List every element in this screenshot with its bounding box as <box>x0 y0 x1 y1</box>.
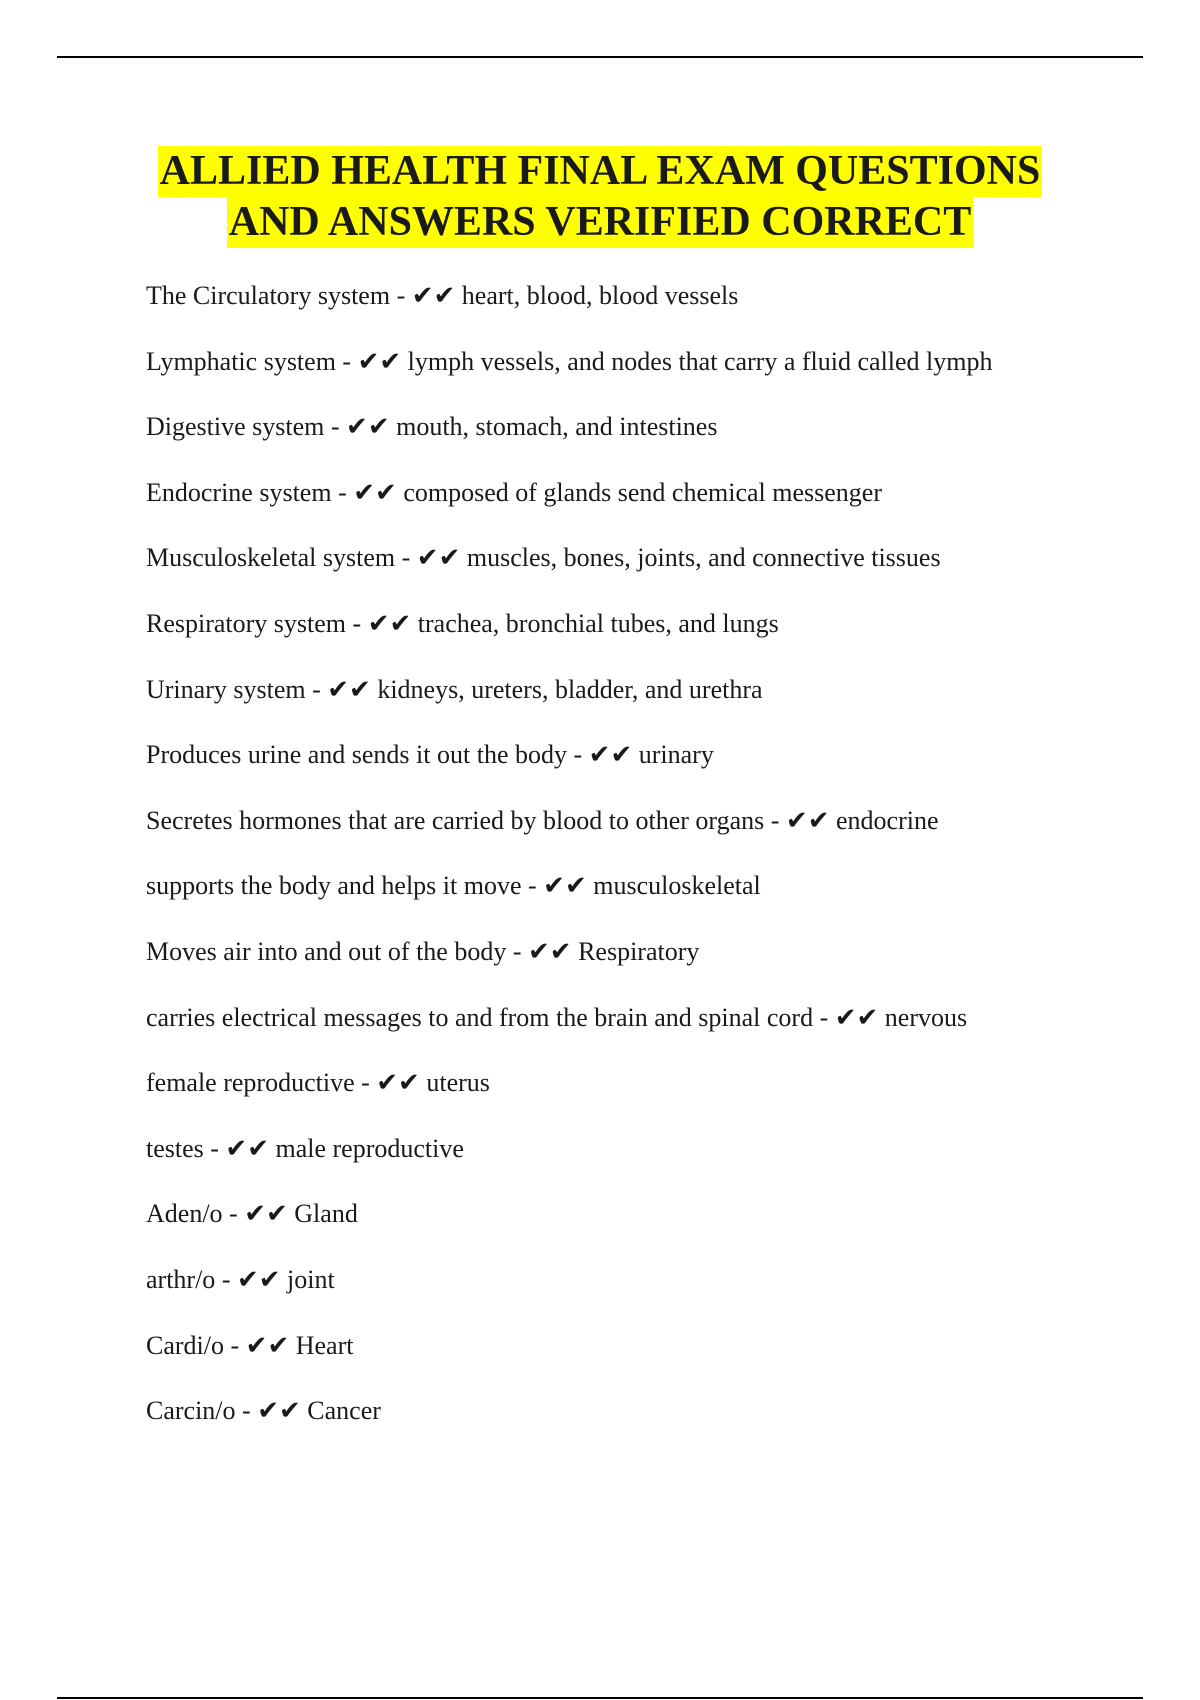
qa-term: Respiratory system <box>146 608 347 638</box>
double-check-icon: - ✔✔ <box>764 805 836 835</box>
double-check-icon: - ✔✔ <box>395 543 467 573</box>
qa-term: Secretes hormones that are carried by blood to other organs <box>146 805 765 835</box>
double-check-icon: - ✔✔ <box>354 1068 427 1098</box>
qa-term: Moves air into and out of the body <box>146 936 507 966</box>
qa-answer: trachea, bronchial tubes, and lungs <box>417 608 779 638</box>
double-check-icon: - ✔✔ <box>305 674 378 704</box>
qa-answer: male reproductive <box>275 1133 464 1163</box>
double-check-icon: - ✔✔ <box>222 1199 295 1229</box>
double-check-icon: - ✔✔ <box>521 871 594 901</box>
qa-answer: lymph vessels, and nodes that carry a fluid called lymph <box>407 346 993 376</box>
qa-answer: mouth, stomach, and intestines <box>396 412 718 442</box>
qa-answer: nervous <box>884 1002 968 1032</box>
qa-term: arthr/o <box>146 1264 216 1294</box>
qa-term: Carcin/o <box>146 1396 236 1426</box>
qa-answer: musculoskeletal <box>593 871 761 901</box>
qa-item <box>146 598 1146 664</box>
double-check-icon: - ✔✔ <box>346 608 418 638</box>
double-check-icon: - ✔✔ <box>506 936 579 966</box>
qa-term: Cardi/o <box>146 1330 224 1360</box>
double-check-icon: - ✔✔ <box>224 1330 296 1360</box>
double-check-icon: - ✔✔ <box>813 1002 885 1032</box>
document-title <box>100 146 1100 248</box>
qa-answer: heart, blood, blood vessels <box>461 281 739 310</box>
title-line-1: ALLIED HEALTH FINAL EXAM QUESTIONS <box>158 146 1043 197</box>
qa-item <box>146 270 1146 336</box>
double-check-icon: - ✔✔ <box>331 477 404 507</box>
qa-term: carries electrical messages to and from the brain and spinal cord <box>146 1002 814 1032</box>
qa-answer: joint <box>287 1264 335 1294</box>
qa-term: Endocrine system <box>146 477 332 507</box>
qa-answer: Cancer <box>307 1396 381 1426</box>
title-line-2: AND ANSWERS VERIFIED CORRECT <box>227 197 974 248</box>
qa-answer: muscles, bones, joints, and connective tissues <box>466 543 941 573</box>
qa-item <box>146 1385 1146 1451</box>
qa-term: testes <box>146 1133 204 1163</box>
qa-item <box>146 992 1146 1058</box>
qa-list <box>146 270 1146 1451</box>
qa-item <box>146 664 1146 730</box>
qa-item <box>146 926 1146 992</box>
double-check-icon: - ✔✔ <box>203 1133 276 1163</box>
qa-term: supports the body and helps it move <box>146 871 522 901</box>
qa-item <box>146 401 1146 467</box>
qa-term: Musculoskeletal system <box>146 543 396 573</box>
qa-term: Lymphatic system <box>146 346 336 376</box>
qa-term: Digestive system <box>146 412 325 442</box>
qa-item <box>146 1057 1146 1123</box>
bottom-rule <box>57 1697 1143 1699</box>
qa-term: female reproductive <box>146 1068 355 1098</box>
double-check-icon: - ✔✔ <box>235 1396 308 1426</box>
qa-item <box>146 860 1146 926</box>
top-rule <box>57 56 1143 58</box>
qa-item <box>146 1254 1146 1320</box>
double-check-icon: - ✔✔ <box>567 740 639 770</box>
qa-item <box>146 1123 1146 1189</box>
qa-term: Produces urine and sends it out the body <box>146 740 567 770</box>
qa-term: Urinary system <box>146 674 306 704</box>
qa-answer: Heart <box>295 1330 354 1360</box>
double-check-icon: - ✔✔ <box>215 1264 288 1294</box>
qa-item <box>146 532 1146 598</box>
qa-item <box>146 1320 1146 1386</box>
qa-answer: urinary <box>638 740 714 770</box>
qa-item <box>146 467 1146 533</box>
double-check-icon: - ✔✔ <box>324 412 397 442</box>
qa-term: Aden/o <box>146 1199 223 1229</box>
qa-item <box>146 336 1146 402</box>
qa-answer: Gland <box>294 1199 358 1229</box>
qa-answer: endocrine <box>836 805 939 835</box>
double-check-icon: - ✔✔ <box>390 281 462 310</box>
double-check-icon: - ✔✔ <box>335 346 408 376</box>
qa-item <box>146 795 1146 861</box>
qa-item <box>146 729 1146 795</box>
qa-item <box>146 1188 1146 1254</box>
qa-answer: kidneys, ureters, bladder, and urethra <box>377 674 763 704</box>
qa-answer: composed of glands send chemical messenger <box>403 477 883 507</box>
qa-answer: uterus <box>426 1068 490 1098</box>
qa-term: The Circulatory system <box>146 281 391 310</box>
qa-answer: Respiratory <box>578 936 700 966</box>
